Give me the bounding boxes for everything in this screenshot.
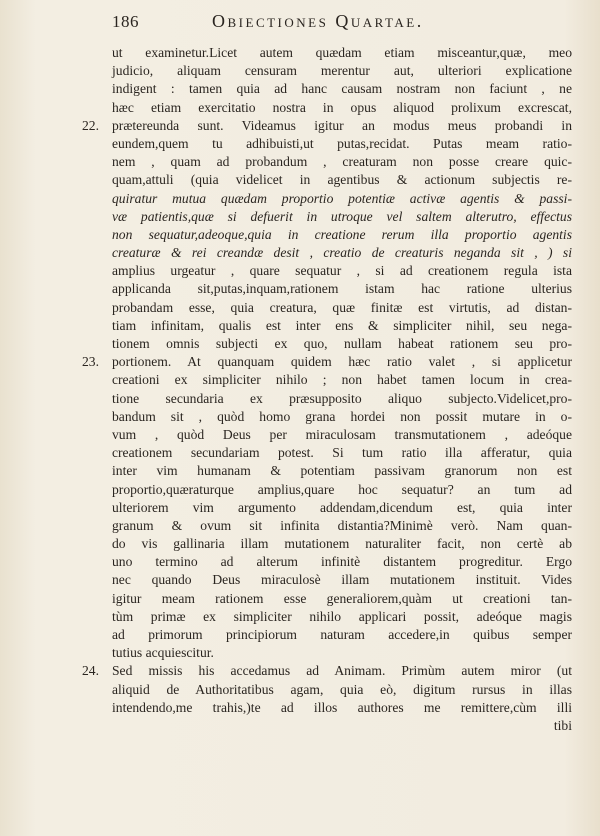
text-line (112, 390, 572, 408)
line-text: eundem,quem tu adhibuisti,ut putas,recidat. Putas meam ratio- (112, 135, 572, 151)
text-line (112, 590, 572, 608)
line-text: quiratur mutua quædam proportio potentiæ activæ agentis & passi- (112, 190, 572, 206)
line-text: ut examinetur.Licet autem quædam etiam misceantur,quæ, meo (112, 45, 572, 60)
text-line (112, 99, 572, 117)
text-line (112, 644, 572, 662)
line-text: judicio, aliquam censuram merentur aut, ulteriori explicatione (112, 63, 572, 79)
line-text: amplius urgeatur , quare sequatur , si ad creationem regula ista (112, 263, 572, 279)
line-text: do vis gallinaria illam mutationem naturaliter facit, non certè ab (112, 536, 572, 552)
line-text: tionem omnis subjecti ex quo, nullam habeat rationem seu pro- (112, 336, 572, 351)
line-text: portionem. At quanquam quidem hæc ratio valet , si applicetur (112, 354, 572, 370)
running-head: Obiectiones Quartae. (212, 11, 424, 31)
line-text: probandam esse, quia creatura, quæ finitæ est virtutis, ad distan- (112, 299, 572, 315)
text-line (82, 662, 572, 680)
line-text: ulteriorem vim argumento addendam,dicendum est, quia inter (112, 499, 572, 515)
text-line (112, 299, 572, 317)
line-text: Sed missis his accedamus ad Animam. Primùm autem miror (ut (112, 663, 572, 679)
text-line (82, 117, 572, 135)
text-line (112, 462, 572, 480)
text-line (112, 171, 572, 189)
line-text: creationi ex simpliciter nihilo ; non habet tamen locum in crea- (112, 372, 572, 388)
line-text: bandum sit , quòd homo grana hordei non possit mutare in o- (112, 408, 572, 424)
text-line (112, 499, 572, 517)
line-text: aliquid de Authoritatibus agam, quia eò, digitum rursus in illas (112, 681, 572, 697)
text-line (112, 280, 572, 298)
section-number: 22. (82, 117, 99, 133)
line-text: tione secundaria ex præsupposito aliquo subjecto.Videlicet,pro- (112, 390, 572, 406)
text-line (112, 517, 572, 535)
text-line (112, 44, 572, 62)
text-line (112, 371, 572, 389)
line-text: igitur meam rationem esse generaliorem,quàm ut creationi tan- (112, 590, 572, 606)
text-line (112, 699, 572, 717)
line-text: granum & ovum sit infinita distantia?Minimè verò. Nam quan- (112, 517, 572, 533)
line-text: creaturæ & rei creandæ desit , creatio de creaturis neganda sit , ) si (112, 245, 572, 261)
text-line (112, 681, 572, 699)
line-text: tiam infinitam, qualis est inter ens & simpliciter nihil, seu nega- (112, 317, 572, 333)
text-line (112, 80, 572, 98)
text-line (112, 226, 572, 244)
line-text: væ patientis,quæ si defuerit in utroque vel saltem alterutro, effectus (112, 208, 572, 224)
text-line (112, 62, 572, 80)
text-line (82, 353, 572, 371)
page-header (112, 10, 572, 38)
line-text: quam,attuli (quia videlicet in agentibus & actionum subjectis re- (112, 172, 572, 188)
line-text: proportio,quæraturque amplius,quare hoc sequatur? an tum ad (112, 481, 572, 497)
line-text: intendendo,me trahis,)te ad illos authores me remittere,cùm illi (112, 699, 572, 715)
text-line (112, 426, 572, 444)
line-text: creationem secundariam potest. Si tum ratio illa afferatur, quia (112, 445, 572, 461)
text-line (112, 608, 572, 626)
body-text (82, 44, 572, 735)
text-line (112, 153, 572, 171)
line-text: uno termino ad alterum infinitè distantem progreditur. Ergo (112, 554, 572, 570)
text-line (112, 626, 572, 644)
text-line (112, 481, 572, 499)
line-text: nec quando Deus miraculosè illam mutationem instituit. Vides (112, 572, 572, 588)
line-text: nem , quam ad probandum , creaturam non posse creare quic- (112, 154, 572, 170)
text-line (112, 408, 572, 426)
section-number: 24. (82, 663, 99, 679)
text-line (112, 244, 572, 262)
line-text: vum , quòd Deus per miraculosam transmutationem , adeóque (112, 426, 572, 442)
line-text: prætereunda sunt. Videamus igitur an modus meus probandi in (112, 117, 572, 133)
line-text: tibi (553, 717, 572, 733)
line-text: hæc etiam exercitatio nostra in opus aliquod prolixum excrescat, (112, 99, 572, 115)
line-text: indigent : tamen quia ad hanc causam nostram non faciunt , ne (112, 81, 572, 97)
line-text: inter vim humanam & potentiam passivam granorum non est (112, 463, 572, 479)
text-line (112, 444, 572, 462)
text-line (112, 317, 572, 335)
line-text: tutius acquiescitur. (112, 645, 214, 661)
line-text: ad primorum principiorum naturam accedere,in quibus semper (112, 627, 572, 642)
text-line (112, 208, 572, 226)
text-line (112, 535, 572, 553)
text-line (112, 553, 572, 571)
line-text: non sequatur,adeoque,quia in creatione rerum illa proportio agentis (112, 226, 572, 242)
page-number: 186 (112, 12, 139, 31)
text-line (112, 717, 572, 735)
line-text: applicanda sit,putas,inquam,rationem istam hac ratione ulterius (112, 281, 572, 297)
section-number: 23. (82, 354, 99, 370)
text-line (112, 571, 572, 589)
text-line (112, 190, 572, 208)
text-line (112, 262, 572, 280)
line-text: tùm primæ ex simpliciter nihilo applicari possit, adeóque magis (112, 608, 572, 624)
text-line (112, 135, 572, 153)
text-line (112, 335, 572, 353)
